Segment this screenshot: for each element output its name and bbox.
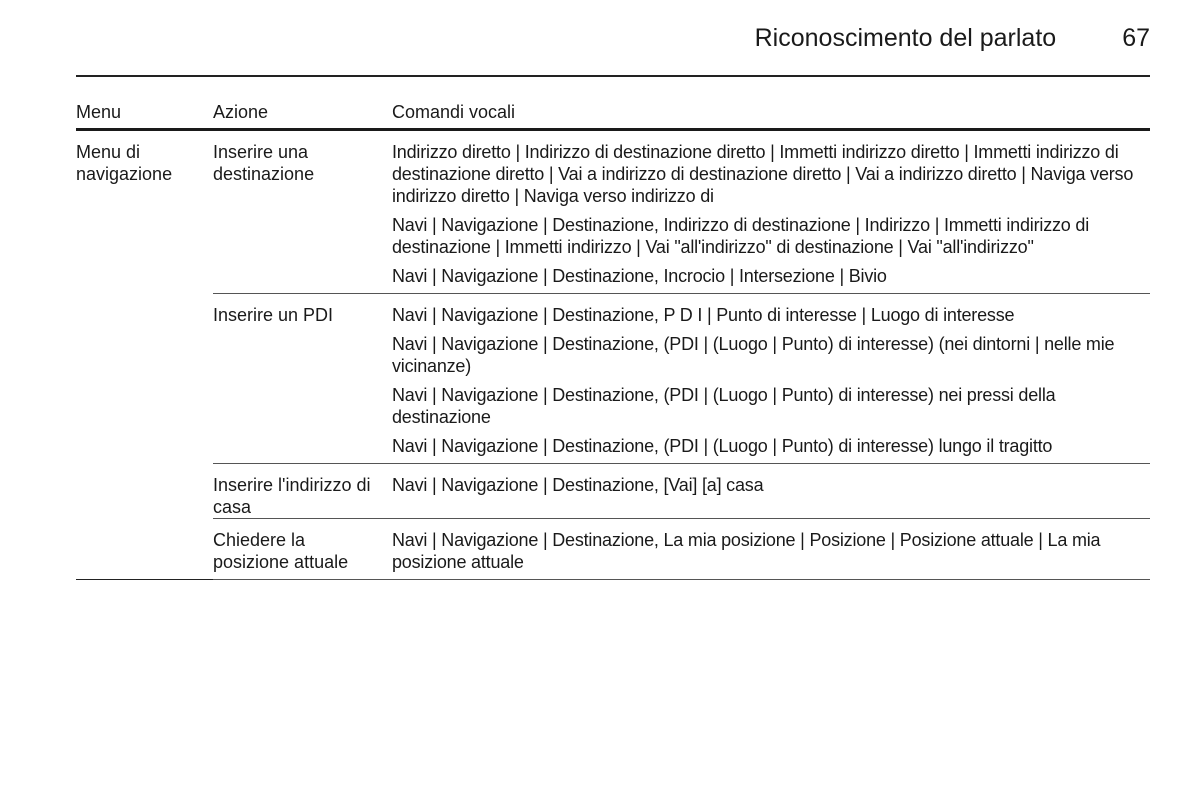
column-header-menu: Menu bbox=[76, 98, 213, 130]
table-row bbox=[76, 130, 1150, 294]
table-body bbox=[76, 130, 1150, 580]
table-row bbox=[76, 294, 1150, 464]
comandi-cell bbox=[392, 519, 1150, 580]
header-rule bbox=[76, 75, 1150, 77]
comandi-cell bbox=[392, 130, 1150, 294]
voice-command: Navi | Navigazione | Destinazione, Indirizzo di destinazione | Indirizzo | Immetti indirizzo di destinazione | Immetti indirizzo | Vai "all'indirizzo" di destinazione | Vai "all'indirizzo" bbox=[392, 215, 1090, 257]
voice-command: Navi | Navigazione | Destinazione, Incrocio | Intersezione | Bivio bbox=[392, 266, 887, 286]
voice-command: Indirizzo diretto | Indirizzo di destinazione diretto | Immetti indirizzo diretto | Immetti indirizzo di destinazione diretto | Vai a indirizzo di destinazione diretto | Vai a indirizzo diretto | Naviga verso indirizzo diretto | Naviga verso indirizzo di bbox=[392, 142, 1134, 206]
voice-commands-table bbox=[76, 98, 1150, 580]
comandi-cell bbox=[392, 464, 1150, 519]
voice-command: Navi | Navigazione | Destinazione, La mia posizione | Posizione | Posizione attuale | La mia posizione attuale bbox=[392, 530, 1101, 572]
table-row bbox=[76, 519, 1150, 580]
voice-command: Navi | Navigazione | Destinazione, [Vai] [a] casa bbox=[392, 475, 764, 495]
table-header-row bbox=[76, 98, 1150, 130]
comandi-cell bbox=[392, 294, 1150, 464]
page-title: Riconoscimento del parlato bbox=[754, 24, 1057, 52]
voice-command: Navi | Navigazione | Destinazione, P D I | Punto di interesse | Luogo di interesse bbox=[392, 305, 1015, 325]
azione-cell: Inserire un PDI bbox=[213, 294, 392, 464]
column-header-comandi: Comandi vocali bbox=[392, 98, 1150, 130]
page-number: 67 bbox=[1122, 24, 1150, 52]
azione-cell: Inserire una destinazione bbox=[213, 130, 392, 294]
azione-cell: Inserire l'indirizzo di casa bbox=[213, 464, 392, 519]
column-header-azione: Azione bbox=[213, 98, 392, 130]
azione-cell: Chiedere la posizione attuale bbox=[213, 519, 392, 580]
menu-cell: Menu di navigazione bbox=[76, 130, 213, 580]
voice-command: Navi | Navigazione | Destinazione, (PDI | (Luogo | Punto) di interesse) (nei dintorni | nelle mie vicinanze) bbox=[392, 334, 1115, 376]
page-header bbox=[76, 24, 1150, 53]
voice-command: Navi | Navigazione | Destinazione, (PDI | (Luogo | Punto) di interesse) nei pressi della destinazione bbox=[392, 385, 1056, 427]
table-row bbox=[76, 464, 1150, 519]
voice-command: Navi | Navigazione | Destinazione, (PDI | (Luogo | Punto) di interesse) lungo il tragitto bbox=[392, 436, 1053, 456]
